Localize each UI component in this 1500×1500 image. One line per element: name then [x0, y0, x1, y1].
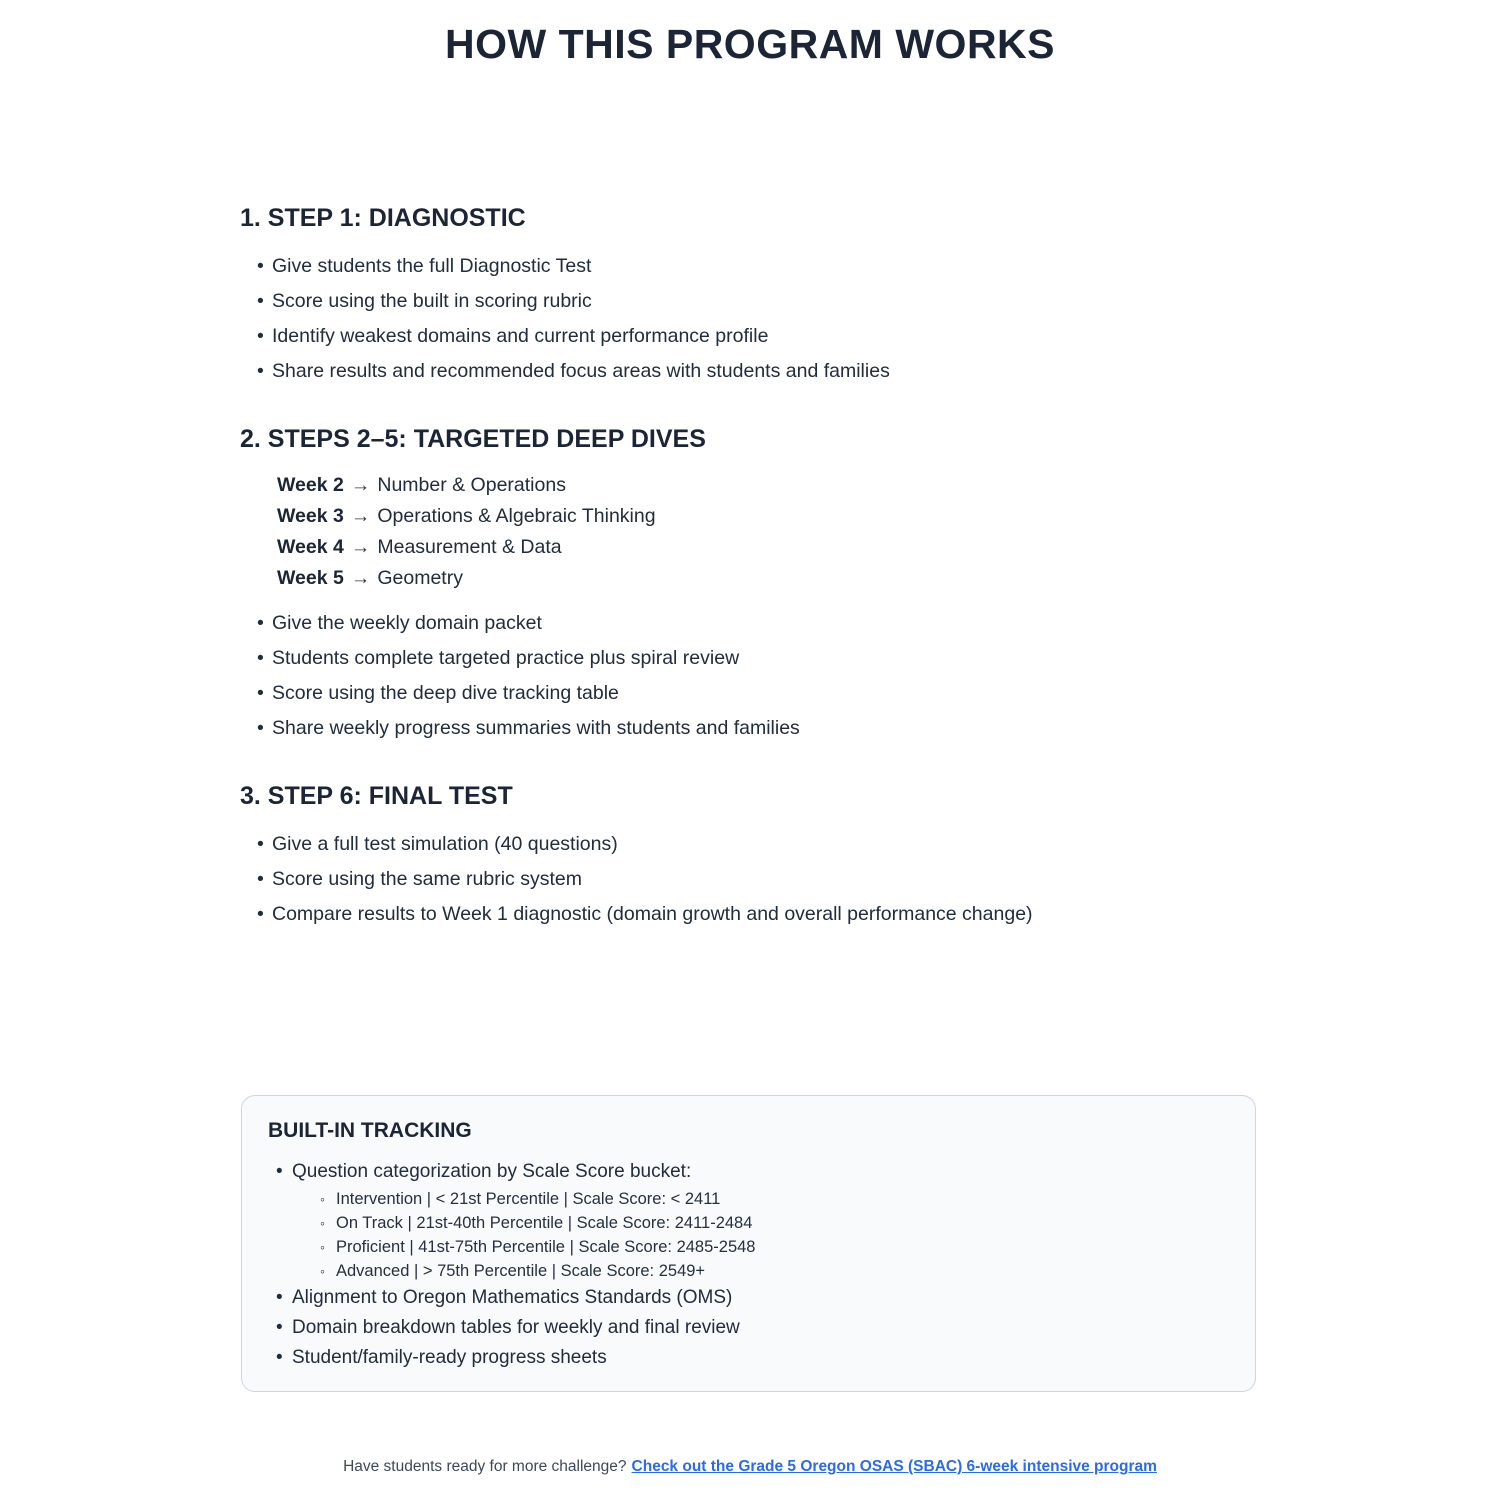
list-item: • Score using the built in scoring rubric: [240, 284, 1280, 319]
week-label: Week 4: [277, 536, 344, 558]
list-item-categorization: [268, 1157, 1229, 1283]
list-item: • Compare results to Week 1 diagnostic (domain growth and overall performance change): [240, 897, 1280, 932]
section-heading: 2. STEPS 2–5: TARGETED DEEP DIVES: [240, 425, 706, 453]
list-item: • Student/family-ready progress sheets: [268, 1343, 1229, 1373]
footer: [0, 1457, 1500, 1477]
arrow-right-icon: →: [350, 474, 371, 496]
arrow-right-icon: →: [350, 536, 371, 558]
categorization-label: Question categorization by Scale Score bucket:: [292, 1161, 692, 1182]
footer-prompt: Have students ready for more challenge?: [343, 1458, 627, 1475]
week-topic: Number & Operations: [377, 474, 566, 496]
week-row: [277, 532, 1280, 563]
tracking-bullet-list: [268, 1157, 1229, 1373]
section-steps-2-5-deep-dives: [240, 424, 1280, 746]
list-item: • Score using the deep dive tracking table: [240, 676, 1280, 711]
week-topic: Measurement & Data: [377, 536, 562, 558]
week-schedule: [277, 470, 1280, 594]
bucket-item-intervention: ◦ Intervention | < 21st Percentile | Scale Score: < 2411: [318, 1187, 1229, 1211]
bullet-list: [240, 827, 1280, 932]
list-item: • Alignment to Oregon Mathematics Standards (OMS): [268, 1283, 1229, 1313]
arrow-right-icon: →: [350, 567, 371, 589]
tracking-panel-title: BUILT-IN TRACKING: [268, 1119, 472, 1142]
section-heading: 1. STEP 1: DIAGNOSTIC: [240, 204, 526, 232]
bucket-item-on-track: ◦ On Track | 21st-40th Percentile | Scale Score: 2411-2484: [318, 1211, 1229, 1235]
week-label: Week 3: [277, 505, 344, 527]
section-step-6-final-test: [240, 781, 1280, 932]
week-label: Week 5: [277, 567, 344, 589]
tracking-panel: [241, 1095, 1256, 1392]
list-item: • Share results and recommended focus areas with students and families: [240, 354, 1280, 389]
section-heading: 3. STEP 6: FINAL TEST: [240, 782, 513, 810]
footer-link[interactable]: Check out the Grade 5 Oregon OSAS (SBAC) 6-week intensive program: [631, 1458, 1157, 1475]
bullet-list: [240, 606, 1280, 746]
bucket-item-advanced: ◦ Advanced | > 75th Percentile | Scale Score: 2549+: [318, 1259, 1229, 1283]
score-bucket-list: [318, 1187, 1229, 1283]
week-topic: Operations & Algebraic Thinking: [377, 505, 656, 527]
list-item: • Identify weakest domains and current performance profile: [240, 319, 1280, 354]
page-title: HOW THIS PROGRAM WORKS: [444, 21, 1056, 67]
week-label: Week 2: [277, 474, 344, 496]
list-item: • Give a full test simulation (40 questions): [240, 827, 1280, 862]
list-item: • Give students the full Diagnostic Test: [240, 249, 1280, 284]
week-row: [277, 563, 1280, 594]
week-topic: Geometry: [377, 567, 463, 589]
list-item: • Give the weekly domain packet: [240, 606, 1280, 641]
section-step-1-diagnostic: [240, 203, 1280, 389]
list-item: • Score using the same rubric system: [240, 862, 1280, 897]
week-row: [277, 501, 1280, 532]
arrow-right-icon: →: [350, 505, 371, 527]
list-item: • Students complete targeted practice plus spiral review: [240, 641, 1280, 676]
list-item: • Domain breakdown tables for weekly and final review: [268, 1313, 1229, 1343]
bullet-list: [240, 249, 1280, 389]
week-row: [277, 470, 1280, 501]
bucket-item-proficient: ◦ Proficient | 41st-75th Percentile | Scale Score: 2485-2548: [318, 1235, 1229, 1259]
main-content: [240, 203, 1280, 932]
list-item: • Share weekly progress summaries with students and families: [240, 711, 1280, 746]
